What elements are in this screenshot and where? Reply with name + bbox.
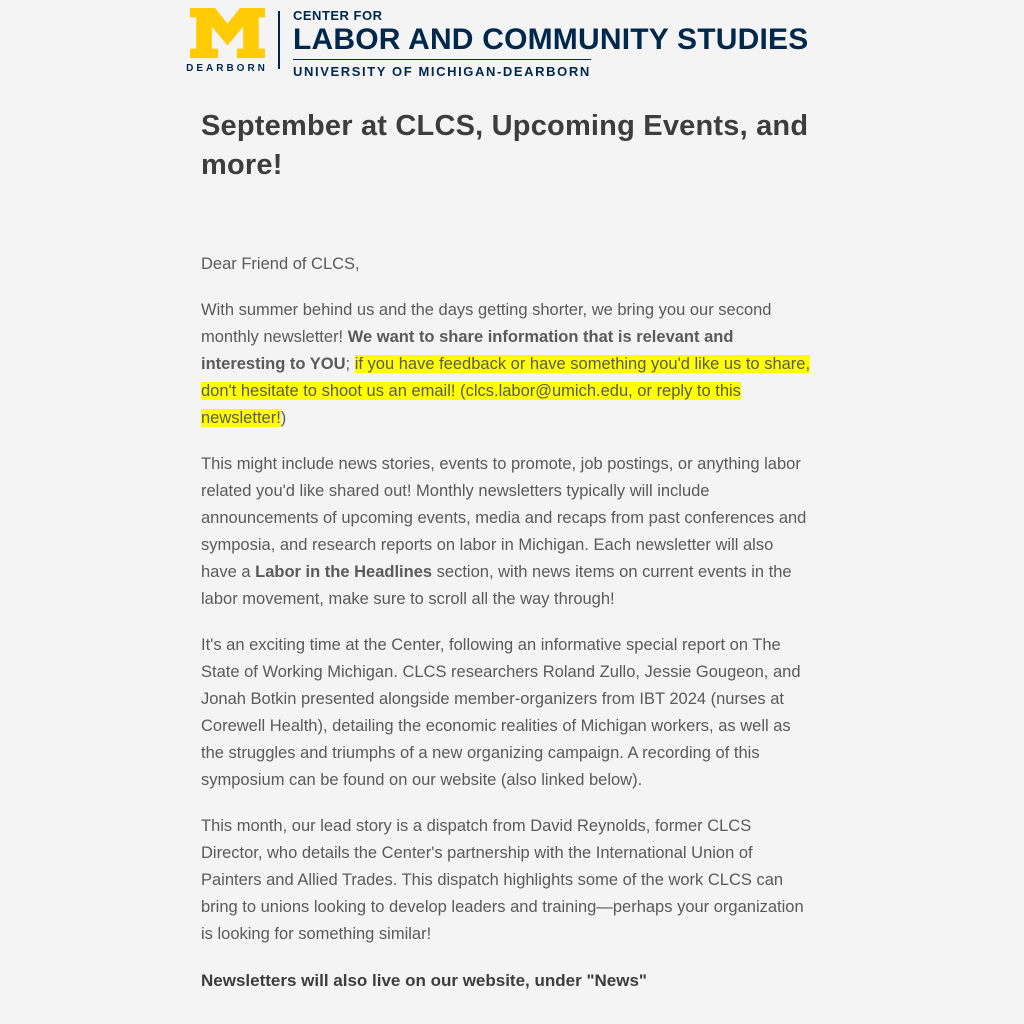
text-segment: This might include news stories, events to promote, job postings, or anything labor related you'd like shared out! Monthly newsletters typically will include announcements of upcoming events, media and recaps from past conferences and symposia, and research reports on labor in Michigan. Each newsletter will also have a [201,455,807,582]
text-segment: This month, our lead story is a dispatch from David Reynolds, former CLCS Director, who details the Center's partnership with the International Union of Painters and Allied Trades. This dispatch highlights some of the work CLCS can bring to unions looking to develop leaders and training—perhaps your organization is looking for something similar! [201,817,804,944]
newsletter-body [186,0,823,994]
text-segment: section, with news items on current events in the labor movement, make sure to scroll all the way through! [201,563,792,609]
email-address[interactable]: clcs.labor@umich.edu [465,382,629,401]
block-m-logo [186,8,268,74]
logo-divider [278,11,280,69]
text-segment: ; [345,355,355,374]
unit-name: LABOR AND COMMUNITY STUDIES [293,23,809,57]
text-segment: if you have feedback or have something you'd like us to share, don't hesitate to shoot us an email! ( [201,355,811,401]
salutation: Dear Friend of CLCS, [201,255,360,274]
newsletter-title: September at CLCS, Upcoming Events, and more! [201,110,809,182]
block-m-icon [190,8,265,58]
text-segment: , or reply to this newsletter! [201,382,741,428]
paragraph [201,451,813,613]
text-segment: It's an exciting time at the Center, following an informative special report on The State of Working Michigan. CLCS researchers Roland Zullo, Jessie Gougeon, and Jonah Botkin presented alongside member-organizers from IBT 2024 (nurses at Corewell Health), detailing the economic realities of Michigan workers, as well as the struggles and triumphs of a new organizing campaign. A recording of this symposium can be found on our website (also linked below). [201,636,801,790]
news-teaser: Newsletters will also live on our website, under "News" [201,971,647,991]
logo-text-block [293,8,808,81]
text-segment: Labor in the Headlines [255,563,433,582]
paragraphs-container [201,297,823,948]
clcs-logo[interactable] [186,8,823,81]
text-segment: We want to share information that is relevant and interesting to YOU [201,328,734,374]
paragraph [201,632,813,794]
unit-prefix: CENTER FOR [293,8,383,23]
university-name: UNIVERSITY OF MICHIGAN-DEARBORN [293,59,591,79]
text-segment: ) [280,409,287,428]
text-segment: With summer behind us and the days getting shorter, we bring you our second monthly newsletter! [201,301,772,347]
campus-label: DEARBORN [186,63,268,74]
paragraph [201,297,813,432]
paragraph [201,813,813,948]
